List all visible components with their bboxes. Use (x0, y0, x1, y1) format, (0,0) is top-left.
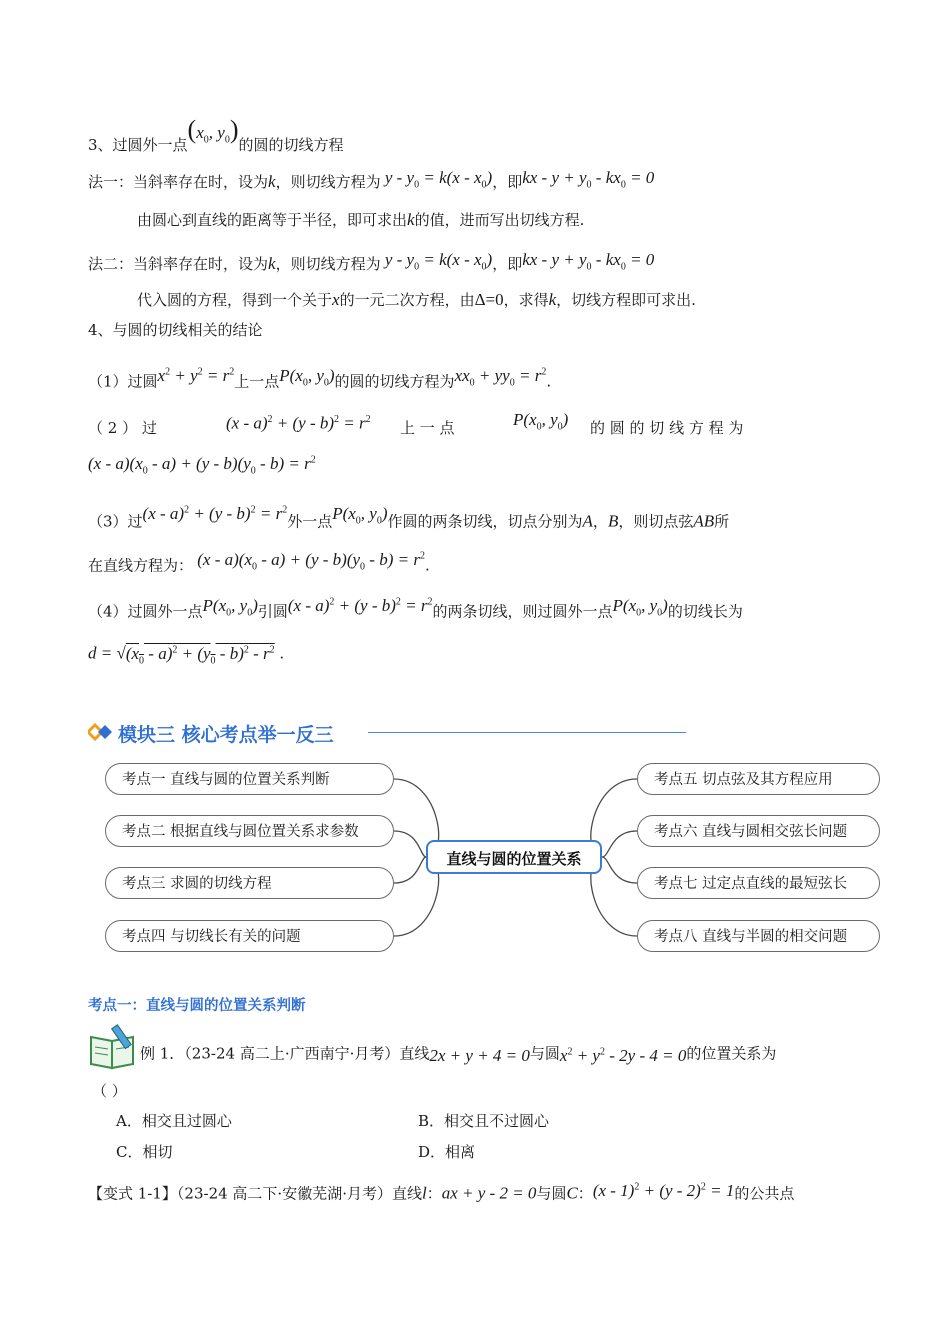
formula: $y - y_0 = k(x - x_0)$ (380, 250, 493, 273)
topic-7[interactable]: 考点七 过定点直线的最短弦长 (637, 867, 880, 899)
book-pencil-icon (88, 1023, 140, 1071)
topic-1-heading: 考点一：直线与圆的位置关系判断 (88, 998, 306, 1014)
topic-5[interactable]: 考点五 切点弦及其方程应用 (637, 763, 880, 795)
conclusion-4-formula: $d = √(x_0 - a)^2 + (y_0 - b)^2 - r^2$ . (88, 643, 285, 667)
formula: $x^2 + y^2 - 2y - 4 = 0$ (559, 1045, 687, 1065)
example-1: 例 1．（23-24 高二上·广西南宁·月考）直线2x + y + 4 = 0与圆$x^2 + y^2 - 2y - 4 = 0$的位置关系为 (140, 1044, 777, 1065)
section-3-title: 3、过圆外一点($x_0$, $y_0$)的圆的切线方程 (88, 115, 344, 154)
formula: $(x - a)^2 + (y - b)^2 = r^2$ (142, 503, 288, 523)
section-4-title: 4、与圆的切线相关的结论 (88, 321, 263, 339)
topic-3[interactable]: 考点三 求圆的切线方程 (105, 867, 394, 899)
option-c[interactable]: C．相切 (116, 1143, 173, 1161)
method-2-detail: 代入圆的方程，得到一个关于x的一元二次方程，由Δ=0，求得k，切线方程即可求出. (137, 290, 696, 309)
variant-1-1: 【变式 1-1】（23-24 高二下·安徽芜湖·月考）直线l：ax + y - 2 = 0与圆C：(x - 1)$^2$ + (y - 2)$^2$ = 1的公共点 (88, 1180, 795, 1203)
formula: ($x_0$, $y_0$) (187, 115, 239, 146)
conclusion-3-line2: 在直线方程为： $(x - a)(x_0 - a) + (y - b)(y_0 - b) = r^2$. (88, 549, 430, 575)
formula: $P(x_0$, $y_0$) (612, 595, 668, 619)
formula: $P(x_0$, $y_0$) (279, 365, 335, 389)
conclusion-4: （4）过圆外一点$P(x_0$, $y_0$)引圆$(x - a)^2 + (y - b)^2 = r^2$的两条切线，则过圆外一点$P(x_0$, $y_0$)的切线长为 (88, 595, 743, 621)
topic-1[interactable]: 考点一 直线与圆的位置关系判断 (105, 763, 394, 795)
formula: $y - y_0 = k(x - x_0)$ (380, 168, 493, 191)
module-title: 模块三 核心考点举一反三 (118, 724, 334, 746)
formula: $(x - a)^2 + (y - b)^2 = r^2$ (226, 413, 371, 433)
conclusion-1: （1）过圆$x^2 + y^2 = r^2$上一点$P(x_0$, $y_0$)的圆的切线方程为$xx_0 + yy_0 = r^2$. (88, 365, 552, 391)
formula: $P(x_0$, $y_0$) (513, 410, 569, 433)
formula: kx - $y + y_0 - kx_0 = 0$ (522, 250, 655, 273)
topic-2[interactable]: 考点二 根据直线与圆位置关系求参数 (105, 815, 394, 847)
formula: $x^2 + y^2 = r^2$ (157, 365, 235, 385)
topic-6[interactable]: 考点六 直线与圆相交弦长问题 (637, 815, 880, 847)
mindmap-center: 直线与圆的位置关系 (426, 840, 602, 874)
method-1-detail: 由圆心到直线的距离等于半径，即可求出k的值，进而写出切线方程. (137, 210, 585, 229)
topic-8[interactable]: 考点八 直线与半圆的相交问题 (637, 920, 880, 952)
option-b[interactable]: B．相交且不过圆心 (418, 1112, 550, 1130)
formula: $xx_0 + yy_0 = r^2$ (454, 365, 547, 389)
formula: $(x - a)^2 + (y - b)^2 = r^2$ (287, 595, 433, 615)
formula: 2x + y + 4 = 0 (429, 1045, 530, 1065)
formula: kx - $y + y_0 - kx_0 = 0$ (522, 168, 655, 191)
formula: ax + y - 2 = 0 (441, 1183, 537, 1203)
option-d[interactable]: D．相离 (418, 1143, 476, 1161)
formula: $P(x_0$, $y_0$) (202, 595, 258, 619)
formula: $(x - a)(x_0 - a) + (y - b)(y_0 - b) = r^2$ (193, 549, 425, 573)
formula: $P(x_0$, $y_0$) (332, 503, 388, 527)
topic-4[interactable]: 考点四 与切线长有关的问题 (105, 920, 394, 952)
method-2-line: 法二：当斜率存在时，设为k，则切线方程为 $y - y_0 = k(x - x_0)$，即kx - $y + y_0 - kx_0 = 0$ (88, 250, 655, 273)
conclusion-2: （ 2 ） 过 $(x - a)^2 + (y - b)^2 = r^2$ 上 一 点 $P(x_0$, $y_0$) 的 圆 的 切 线 方 程 为 (88, 410, 744, 437)
method-1-line: 法一：当斜率存在时，设为k，则切线方程为 $y - y_0 = k(x - x_0)$，即kx - $y + y_0 - kx_0 = 0$ (88, 168, 655, 191)
conclusion-3: （3）过$(x - a)^2 + (y - b)^2 = r^2$外一点$P(x_0$, $y_0$)作圆的两条切线，切点分别为A，B，则切点弦AB所 (88, 503, 730, 531)
option-a[interactable]: A．相交且过圆心 (116, 1112, 232, 1130)
formula: (x - 1)$^2$ + (y - 2)$^2$ = 1 (592, 1180, 735, 1200)
formula: $d = √(x_0 - a)^2 + (y_0 - b)^2 - r^2$ (88, 643, 275, 667)
formula: $(x - a)(x_0 - a) + (y - b)(y_0 - b) = r^2$ (88, 453, 316, 477)
answer-paren: （ ） (92, 1082, 127, 1100)
